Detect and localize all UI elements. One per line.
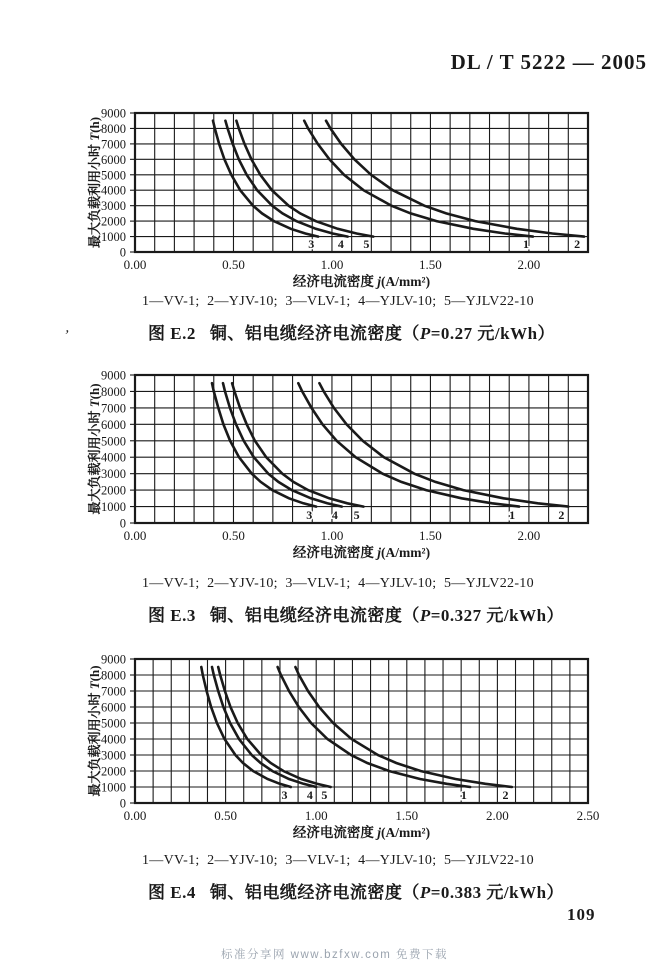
figure-e4-legend: 1—VV-1; 2—YJV-10; 3—VLV-1; 4—YJLV-10; 5—YJLV22-10 — [142, 853, 534, 868]
y-tick-label: 5000 — [101, 716, 126, 731]
x-tick-label: 1.00 — [304, 808, 328, 823]
curve-5-YJLV22-10 — [232, 383, 363, 506]
curve-2-YJV-10 — [326, 121, 584, 237]
figure-e3-legend: 1—VV-1; 2—YJV-10; 3—VLV-1; 4—YJLV-10; 5—YJLV22-10 — [142, 576, 534, 591]
price-variable: P — [419, 606, 431, 625]
y-tick-label: 9000 — [101, 106, 126, 121]
curve-number-5: 5 — [363, 237, 370, 251]
x-tick-label: 1.50 — [419, 528, 442, 543]
watermark-text: 标准分享网 www.bzfxw.com 免费下载 — [220, 949, 449, 961]
x-tick-label: 0.00 — [123, 808, 147, 823]
figure-e3-caption — [148, 601, 564, 626]
curve-number-4: 4 — [337, 237, 344, 251]
y-tick-label: 8000 — [101, 384, 126, 399]
curve-3-VLV-1 — [201, 667, 290, 787]
x-tick-label: 0.00 — [123, 528, 147, 543]
chart-e2 — [0, 105, 669, 296]
stray-ink-mark: ’ — [62, 327, 71, 345]
y-tick-label: 2000 — [101, 483, 126, 498]
curve-number-3: 3 — [308, 237, 315, 251]
curve-number-1: 1 — [509, 508, 516, 522]
figure-e4-number: 图 E.4 — [148, 883, 196, 902]
figure-e4-price: =0.383 元/kWh） — [430, 883, 565, 902]
chart-e3 — [0, 367, 669, 567]
x-axis-title: 经济电流密度 j(A/mm²) — [292, 545, 431, 560]
curve-number-2: 2 — [558, 508, 565, 522]
y-tick-label: 4000 — [101, 732, 126, 747]
curve-number-5: 5 — [353, 508, 360, 522]
y-tick-label: 8000 — [101, 668, 126, 683]
y-tick-label: 9000 — [101, 652, 126, 667]
figure-e4-title: 铜、铝电缆经济电流密度（ — [209, 883, 420, 902]
figure-e2-title: 铜、铝电缆经济电流密度（ — [209, 324, 420, 343]
y-tick-label: 9000 — [101, 368, 126, 383]
x-tick-label: 2.00 — [517, 528, 541, 543]
y-tick-label: 5000 — [101, 434, 126, 449]
curve-number-1: 1 — [460, 788, 467, 802]
price-variable: P — [419, 324, 431, 343]
curve-number-3: 3 — [306, 508, 313, 522]
y-tick-label: 1000 — [101, 500, 126, 515]
y-tick-label: 4000 — [101, 450, 126, 465]
y-tick-label: 6000 — [101, 700, 126, 715]
curve-number-4: 4 — [306, 788, 313, 802]
curve-4-YJLV-10 — [212, 667, 316, 787]
y-axis-title: 最大负载利用小时 T(h) — [87, 665, 102, 797]
figure-e2-price: =0.27 元/kWh） — [430, 324, 556, 343]
y-tick-label: 7000 — [101, 684, 126, 699]
x-tick-label: 2.00 — [486, 808, 509, 823]
price-variable: P — [419, 883, 431, 902]
y-tick-label: 3000 — [101, 199, 126, 214]
curve-number-4: 4 — [331, 508, 338, 522]
curve-number-5: 5 — [321, 788, 328, 802]
x-tick-label: 0.50 — [222, 528, 245, 543]
y-tick-label: 1000 — [101, 780, 126, 795]
curve-number-1: 1 — [522, 237, 529, 251]
y-tick-label: 6000 — [101, 417, 126, 432]
x-axis-title: 经济电流密度 j(A/mm²) — [292, 825, 431, 840]
y-axis-title: 最大负载利用小时 T(h) — [87, 116, 102, 249]
curve-number-2: 2 — [502, 788, 509, 802]
y-tick-label: 0 — [119, 245, 126, 260]
x-tick-label: 2.00 — [517, 257, 541, 272]
x-tick-label: 0.50 — [214, 808, 237, 823]
chart-e4 — [0, 651, 669, 847]
figure-e2-legend: 1—VV-1; 2—YJV-10; 3—VLV-1; 4—YJLV-10; 5—YJLV22-10 — [142, 294, 534, 309]
x-tick-label: 1.00 — [320, 528, 344, 543]
curve-1-VV-1 — [278, 667, 471, 787]
figure-e2-number: 图 E.2 — [148, 324, 196, 343]
y-tick-label: 3000 — [101, 467, 126, 482]
x-axis-title: 经济电流密度 j(A/mm²) — [292, 274, 431, 289]
x-tick-label: 2.50 — [576, 808, 600, 823]
y-tick-label: 3000 — [101, 748, 126, 763]
y-axis-title: 最大负载利用小时 T(h) — [87, 383, 102, 515]
y-tick-label: 1000 — [101, 230, 126, 245]
figure-e2-caption — [148, 319, 555, 344]
y-tick-label: 5000 — [101, 168, 126, 183]
figure-e4-caption — [148, 878, 564, 903]
curve-5-YJLV22-10 — [236, 121, 373, 237]
y-tick-label: 0 — [119, 516, 126, 531]
x-tick-label: 0.50 — [222, 257, 245, 272]
curve-number-2: 2 — [574, 237, 581, 251]
x-tick-label: 0.00 — [123, 257, 147, 272]
curve-4-YJLV-10 — [223, 383, 342, 506]
curve-2-YJV-10 — [319, 383, 568, 506]
y-tick-label: 8000 — [101, 121, 126, 136]
plot-border — [135, 113, 588, 252]
grid-lines — [130, 659, 588, 803]
figure-e3-number: 图 E.3 — [148, 606, 196, 625]
x-tick-label: 1.50 — [395, 808, 419, 823]
curve-3-VLV-1 — [213, 121, 318, 237]
y-tick-label: 4000 — [101, 183, 126, 198]
y-tick-label: 7000 — [101, 401, 126, 416]
figure-e3-price: =0.327 元/kWh） — [430, 606, 565, 625]
page-number: 109 — [567, 905, 596, 924]
standard-number: DL / T 5222 — 2005 — [450, 50, 647, 74]
grid-lines — [130, 113, 588, 252]
y-tick-label: 6000 — [101, 152, 126, 167]
y-tick-label: 2000 — [101, 214, 126, 229]
curve-number-3: 3 — [281, 788, 288, 802]
x-tick-label: 1.50 — [419, 257, 442, 272]
y-tick-label: 7000 — [101, 137, 126, 152]
x-tick-label: 1.00 — [320, 257, 344, 272]
y-tick-label: 0 — [119, 796, 126, 811]
figure-e3-title: 铜、铝电缆经济电流密度（ — [209, 606, 420, 625]
y-tick-label: 2000 — [101, 764, 126, 779]
